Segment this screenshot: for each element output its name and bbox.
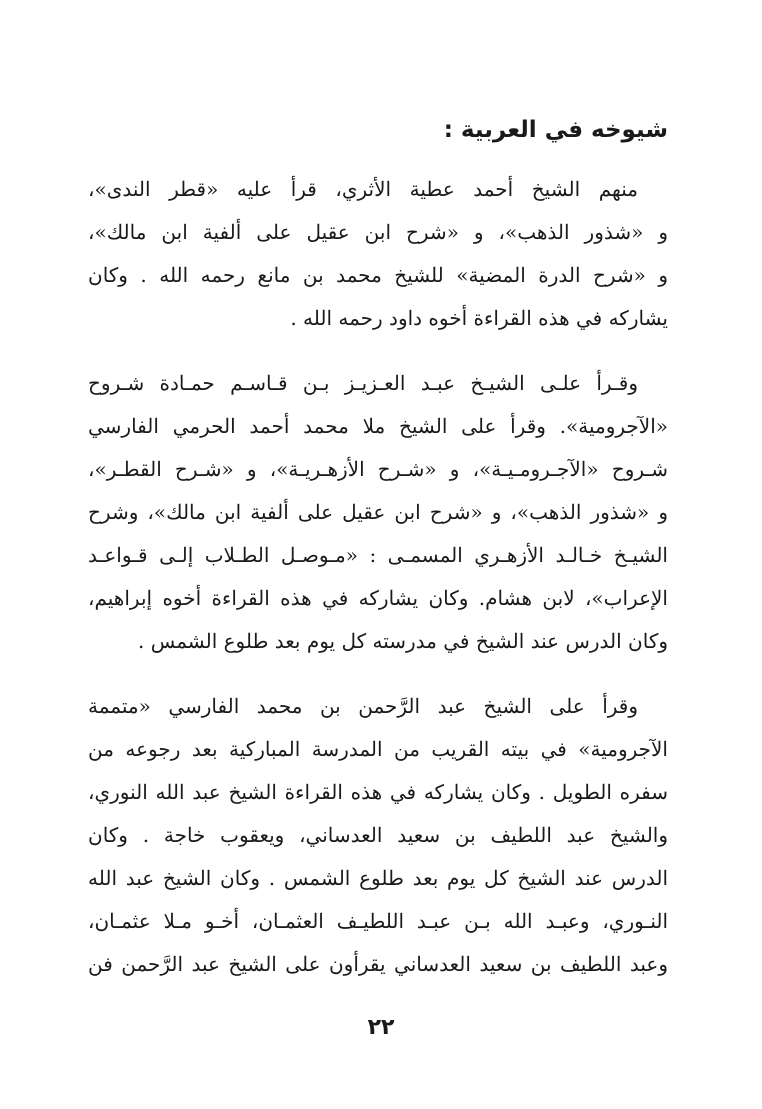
text-line: الشيـخ خـالـد الأزهـري المسمـى : «مـوصـل الطـلاب إلـى قـواعـد bbox=[88, 543, 668, 567]
text-line: الآجرومية» في بيته القريب من المدرسة المباركية بعد رجوعه من bbox=[88, 737, 668, 761]
text-line: وعبد اللطيف بن سعيد العدساني يقرأون على الشيخ عبد الرَّحمن فن bbox=[88, 952, 668, 976]
section-heading: شيوخه في العربية : bbox=[443, 117, 668, 143]
text-line: يشاركه في هذه القراءة أخوه داود رحمه الله . bbox=[290, 306, 668, 330]
text-line: و «شذور الذهب»، و «شرح ابن عقيل على ألفية ابن مالك»، وشرح bbox=[88, 500, 668, 524]
text-line: وقـرأ علـى الشيـخ عبـد العـزيـز بـن قـاسـم حمـادة شـروح bbox=[88, 371, 638, 395]
text-line: وكان الدرس عند الشيخ في مدرسته كل يوم بعد طلوع الشمس . bbox=[137, 629, 668, 653]
text-line: والشيخ عبد اللطيف بن سعيد العدساني، ويعقوب خاجة . وكان bbox=[88, 823, 668, 847]
text-line: و «شذور الذهب»، و «شرح ابن عقيل على ألفية ابن مالك»، bbox=[88, 220, 668, 244]
paragraph-3 bbox=[88, 685, 668, 986]
text-line: الإعراب»، لابن هشام. وكان يشاركه في هذه القراءة أخوه إبراهيم، bbox=[88, 586, 668, 610]
page-number: ٢٢ bbox=[367, 1015, 395, 1040]
text-line: «الآجرومية». وقرأ على الشيخ ملا محمد أحمد الحرمي الفارسي bbox=[88, 414, 668, 438]
paragraph-1 bbox=[88, 168, 668, 340]
paragraph-2 bbox=[88, 362, 668, 663]
page-content bbox=[88, 100, 668, 986]
text-line: وقرأ على الشيخ عبد الرَّحمن بن محمد الفارسي «متممة bbox=[88, 694, 638, 718]
text-line: النـوري، وعبـد الله بـن عبـد اللطيـف العثمـان، أخـو مـلا عثمـان، bbox=[88, 909, 669, 933]
text-line: شـروح «الآجـرومـيـة»، و «شـرح الأزهـريـة»، و «شـرح القطـر»، bbox=[88, 457, 668, 481]
text-line: منهم الشيخ أحمد عطية الأثري، قرأ عليه «قطر الندى»، bbox=[88, 177, 638, 201]
text-line: سفره الطويل . وكان يشاركه في هذه القراءة الشيخ عبد الله النوري، bbox=[88, 780, 668, 804]
text-line: و «شرح الدرة المضية» للشيخ محمد بن مانع رحمه الله . وكان bbox=[88, 263, 668, 287]
text-line: الدرس عند الشيخ كل يوم بعد طلوع الشمس . وكان الشيخ عبد الله bbox=[88, 866, 668, 890]
